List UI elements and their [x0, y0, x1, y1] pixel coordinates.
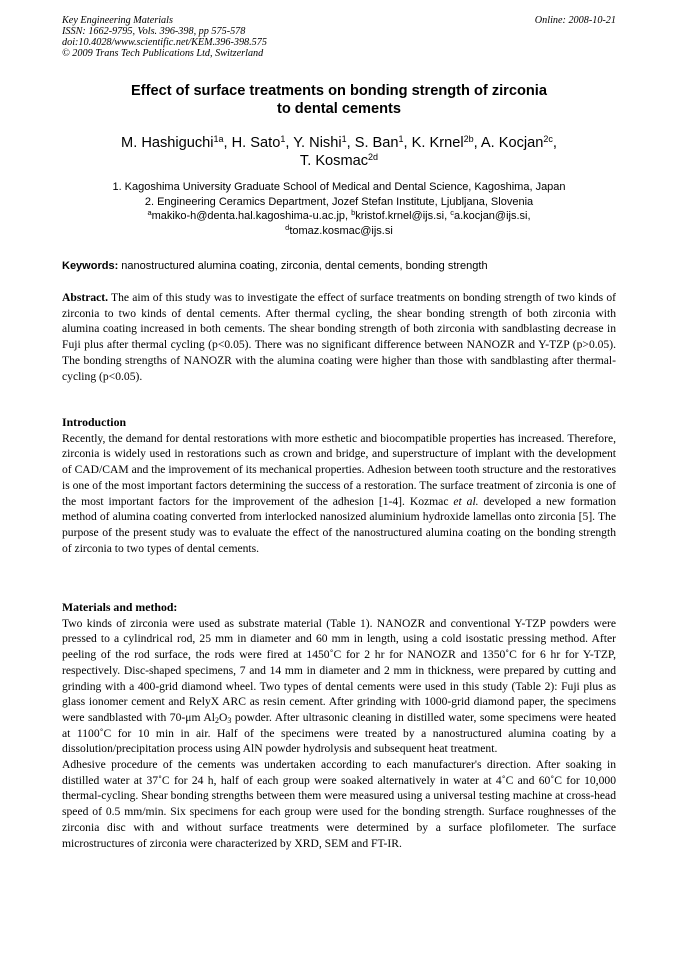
abstract-text: The aim of this study was to investigate the effect of surface treatments on bonding strength of two kinds of zirconia to two kinds of dental cements. After thermal cycling, the shear bonding strength of both zirconia with alumina coating increased in both cements. The shear bonding strength of both zirconia with sandblasting decrease in Fuji plus after thermal cycling (p<0.05). There was no significant difference between NANOZR and Y-TZP (p>0.05). The bonding strengths of NANOZR with the alumina coating were higher than those with sandblasting after thermal-cycling (p<0.05). [62, 291, 616, 383]
et-al: et al. [453, 494, 479, 508]
online-date: Online: 2008-10-21 [534, 15, 616, 26]
affiliations [62, 180, 616, 238]
author-affiliation-mark: 2d [368, 152, 379, 162]
author-name: Y. Nishi [293, 135, 342, 151]
methods-paragraph-1 [62, 616, 616, 757]
keywords [62, 259, 616, 273]
abstract-label: Abstract. [62, 291, 109, 304]
paper-title-line-2: to dental cements [276, 101, 402, 117]
email-address: kristof.krnel@ijs.si, [355, 210, 451, 222]
affiliation-2: 2. Engineering Ceramics Department, Jozef Stefan Institute, Ljubljana, Slovenia [144, 195, 534, 208]
email-mark: a [147, 208, 152, 217]
email-mark: d [285, 222, 290, 232]
journal-copyright: © 2009 Trans Tech Publications Ltd, Switzerland [62, 48, 264, 59]
author-affiliation-mark: 1 [341, 134, 347, 144]
affiliation-1: 1. Kagoshima University Graduate School of Medical and Dental Science, Kagoshima, Japan [112, 181, 566, 193]
journal-issn: ISSN: 1662-9795, Vols. 396-398, pp 575-578 [62, 26, 246, 37]
methods-section [62, 600, 616, 851]
author-separator: , [403, 135, 412, 151]
author-name: K. Krnel [411, 135, 464, 151]
author-line-1 [62, 134, 616, 152]
journal-name: Key Engineering Materials [62, 15, 173, 26]
author-name: T. Kosmac [299, 153, 369, 169]
abstract [62, 290, 616, 384]
keywords-text: nanostructured alumina coating, zirconia, dental cements, bonding strength [118, 260, 488, 272]
introduction-section [62, 415, 616, 556]
email-mark: c [450, 208, 454, 217]
keywords-label: Keywords: [62, 260, 119, 272]
author-list [62, 134, 616, 170]
introduction-paragraph [62, 431, 616, 557]
author-affiliation-mark: 1 [280, 134, 286, 144]
methods-text: Two kinds of zirconia were used as substrate material (Table 1). NANOZR and conventional Y-TZP powders were pressed to a cylindrical rod, 25 mm in diameter and 60 mm in length, using a cold isostatic pressing method. After peeling of the rod surface, the rods were fired at 1450˚C for 2 hr for NANOZR and 1350˚C for 6 hr for Y-TZP, respectively. Disc-shaped specimens, 7 and 14 mm in diameter and 2 mm in thickness, were prepared by cutting and grinding with a 400-grid diamond wheel. Two types of dental cements were used in this study (Table 2): Fuji plus as glass ionomer cement and RelyX ARC as resin cement. After grinding with 1000-grid diamond paper, the specimens were sandblasted with 70-μm Al [62, 616, 616, 724]
introduction-text: developed a new formation method of alumina coating converted from interlocked nanosized aluminium hydroxide lamellas onto zirconia [5]. The purpose of the present study was to evaluate the effect of the nanostructured alumina coating on the bonding strength of zirconia to two types of dental cements. [62, 494, 616, 555]
methods-heading: Materials and method: [62, 600, 178, 614]
paper-title-line-1: Effect of surface treatments on bonding strength of zirconia [131, 83, 547, 99]
author-separator: , [473, 135, 481, 151]
journal-header [62, 15, 616, 59]
author-affiliation-mark: 1a [213, 134, 224, 144]
author-affiliation-mark: 2c [543, 134, 553, 144]
methods-paragraph-2: Adhesive procedure of the cements was undertaken according to each manufacturer's direction. After soaking in distilled water at 37˚C for 24 h, half of each group were soaked alternatively in water at 4˚C and 60˚C for 10,000 thermal-cycling. Shear bonding strengths between them were measured using a universal testing machine at cross-head speed of 0.5 mm/min. Six specimens for each group were used for the bonding strength. Surface roughnesses of the zirconia disc with and without surface treatments were determined by a surface plofilometer. The surface microstructures of zirconia were characterized by XRD, SEM and FT-IR. [62, 758, 616, 850]
introduction-heading: Introduction [62, 415, 127, 429]
author-separator: , [285, 135, 294, 151]
author-name: H. Sato [231, 135, 281, 151]
email-line-2 [62, 224, 616, 239]
author-line-2 [62, 152, 616, 170]
paper-title [62, 82, 616, 118]
author-separator: , [346, 135, 355, 151]
email-line-1 [62, 209, 616, 224]
author-separator: , [552, 135, 557, 151]
email-address: a.kocjan@ijs.si, [453, 210, 531, 222]
author-name: A. Kocjan [480, 135, 544, 151]
subscript: 2 [214, 715, 219, 725]
subscript: 3 [227, 715, 232, 725]
email-mark: b [351, 208, 356, 217]
author-affiliation-mark: 2b [463, 134, 474, 144]
author-separator: , [223, 135, 232, 151]
journal-doi: doi:10.4028/www.scientific.net/KEM.396-398.575 [62, 37, 267, 48]
methods-text: O [218, 710, 228, 724]
author-affiliation-mark: 1 [398, 134, 404, 144]
introduction-text: Recently, the demand for dental restorations with more esthetic and biocompatible properties has increased. Therefore, zirconia is widely used in restorations such as crown and bridge, and superstructure of implant with the development of CAD/CAM and the improvement of its mechanical properties. Adhesion between tooth structure and the restoratives is one of the most important factors determining the success of a restoration. The surface treatment of zirconia is one of the most important factors for the improvement of the adhesion [1-4]. Kozmac [62, 431, 616, 508]
author-name: S. Ban [354, 135, 399, 151]
methods-text: powder. After ultrasonic cleaning in distilled water, some specimens were heated at 1100˚C for 10 min in air. Half of the specimens were treated by a nanostructured alumina coating by a dissolution/precipitation process using AlN powder hydrolysis and subsequent heat treatment. [62, 710, 616, 756]
email-address: tomaz.kosmac@ijs.si [289, 224, 393, 237]
email-address: makiko-h@denta.hal.kagoshima-u.ac.jp, [151, 210, 352, 222]
author-name: M. Hashiguchi [121, 135, 214, 151]
